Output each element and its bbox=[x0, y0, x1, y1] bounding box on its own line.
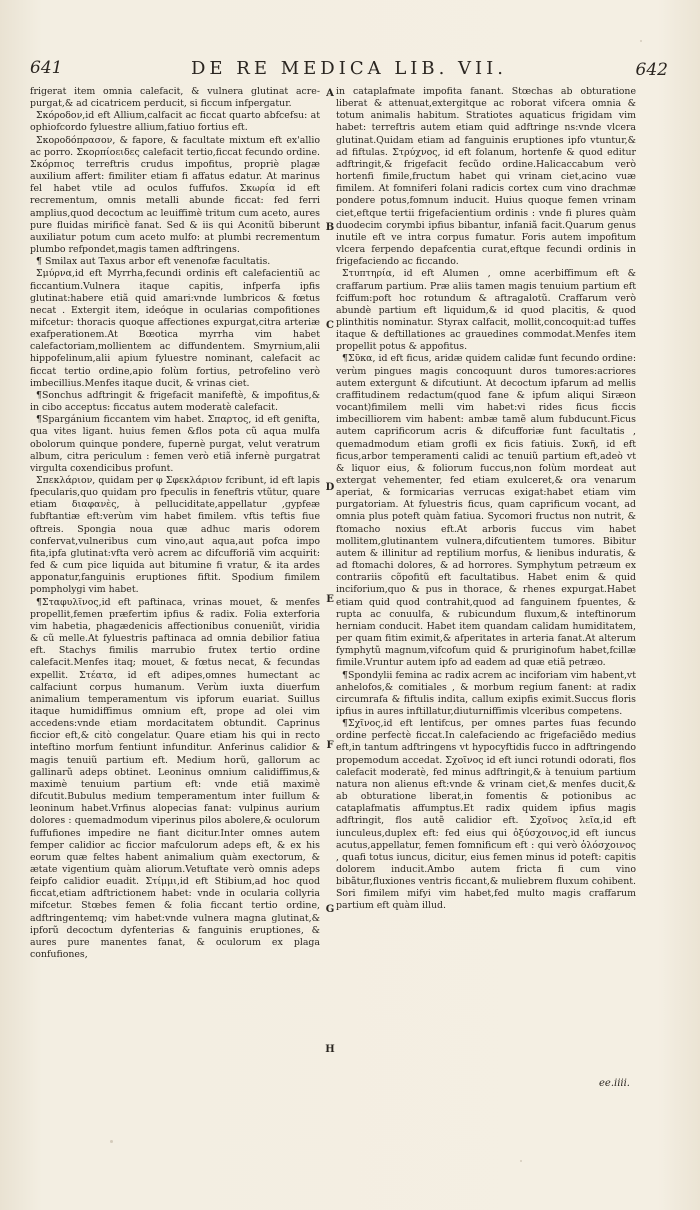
paper-speck bbox=[640, 40, 642, 42]
paragraph: ¶Spondylii femina ac radix acrem ac inciforiam vim habent,vt anhelofos,& comitiales , & morbum regium fanent: at radix circumrafa & fiftulis indita, callum exipfis eximit.Succus floris ipfius in aures inftillatur,diuturniffimis vlceribus competens. bbox=[336, 669, 636, 717]
paragraph: ¶ Smilax aut Taxus arbor eft venenofæ facultatis. bbox=[36, 256, 271, 268]
paragraph: ¶Σταφυλῖνος,id eft paftinaca, vrinas mouet, & menfes propellit,femen præfertim ipfius & radix. Folia exterforia vim habetia, phagædenicis affectionibus conueniũt, viridia & cũ melle.At fyluestris paftinaca ad omnia debilior fatiua eft. Stachys fimilis marrubio frutex tertio ordine calefacit.Menfes itaq; mouet, & fœtus necat, & fecundas expellit. Στέατα, id eft adipes,omnes humectant ac calfaciunt corpus humanum. Verùm iuxta diuerfum animalium temperamentum vis ipforum euariat. Suillus itaque humidiffimus omnium eft, prope ad olei vim accedens:vnde etiam mordacitatem obtundit. Caprinus ficcior eft,& citò congelatur. Quare etiam his qui in recto inteftino morfum fentiunt infunditur. Anferinus calidior & magis tenuiũ partium eft. Medium horũ, gallorum ac gallinarũ adeps obtinet. Leoninus omnium calidiffimus,& maximè tenuium partium eft: vnde etiã maximè difcutit.Bubulus medium temperamentum inter fuillum & leoninum habet.Vrfinus alopecias fanat: vulpinus aurium dolores : quemadmodum viperinus pilos abolere,& oculorum fuffufiones impedire ne fiant dicitur.Inter omnes autem femper calidior ac ficcior mafculorum adeps eft, & ex his eorum quæ feltes habent animalium quàm exectorum, & ætate vigentium quàm aliorum.Vetuftate verò omnis adeps feipfo calidior euadit. Στίμμι,id eft Stibium,ad hoc quod ficcat,etiam adftrictionem habet: vnde in ocularia collyria mifcetur. Stœbes femen & folia ficcant tertio ordine, adftringentemq; vim habet:vnde vulnera magna glutinat,& ipforũ decoctum dyfenterias & fanguinis eruptiones, & aures pure manentes fanat, & oculorum ex plaga confufiones, bbox=[30, 596, 320, 961]
paragraph: Σμύρνα,id eft Myrrha,fecundi ordinis eft calefacientiũ ac ficcantium.Vulnera itaque capitis, infperfa ipfis glutinat:habere etiã quid amari:vnde lumbricos & fœtus necat . Extergit item, ideóque in ocularias compofitiones mifcetur: thoracis quoque affectiones expurgat,citra arteriæ exafperationem.At Bœotica myrrha vim habet calefactoriam,mollientem ac diffundentem. Smyrnium,alii hippofelinum,alii apium fyluestre nominant, calefacit ac ficcat tertio ordine,apio folùm fortius, petrofelino verò imbecillius.Menfes itaque ducit, & vrinas ciet. bbox=[30, 268, 320, 389]
paragraph: Σπεκλάριον, quidam per φ Σφεκλάριον fcribunt, id eft lapis fpecularis,quo quidam pro fpeculis in feneftris vtũtur, quare etiam διαφανὲς, à pelluciditate,appellatur ,gypfeæ fubftantiæ eft:verùm vim habet fimilem. vftis teftis fiue oftreis. Spongia noua quæ adhuc maris odorem confervat,vulneribus cum vino,aut aqua,aut pofca impo fita,ipfa glutinat:vfta verò acrem ac difcufforiã vim acquirit: fed & cum pice liquida aut bitumine fi vratur, & ita ardes apponatur,fanguinis eruptiones fiftit. Spodium fimilem pompholygi vim habet. bbox=[30, 475, 320, 596]
paper-speck bbox=[520, 1160, 522, 1162]
page-number-left: 641 bbox=[30, 58, 63, 78]
paragraph: ¶Σῦκα, id eft ficus, aridæ quidem calidæ funt fecundo ordine: verùm pingues magis concoquunt duros tumores:acriores autem extergunt & difcutiunt. At decoctum ipfarum ad mellis craffitudinem redactum(quod fane & ipfum aliqui Siræon vocant)fimilem melli vim habet:vi rides ficus ficcis imbecilliorem vim habent: ambæ tamẽ alum fubducunt.Ficus autem caprificorum acris & difcufforiæ funt facultatis , quemadmodum etiam grofli ex ficis fatiuis. Συκῆ, id eft ficus,arbor temperamenti calidi ac tenuiũ partium eft,adeò vt & liquor eius, & foliorum fuccus,non folùm mordeat aut extergat vehementer, fed etiam exulceret,& ora venarum aperiat, & formicarias verrucas exigat:habet etiam vim purgatoriam. At fyluestris ficus, quam caprificum vocant, ad omnia plus poteft quàm fatiua. Sycomori fructus non nutrit, & ftomacho noxius eft.At arboris fuccus vim habet mollitem,glutinantem vulnera,difcutientem tumores. Bibitur autem & illinitur ad reptilium morfus, & lienibus induratis, & ad ftomachi dolores, & ad horrores. Symphytum petræum ex contrariis cõpofitũ eft facultatibus. Habet enim & quid inciforium,quo & pus in thorace, & rhenes expurgat.Habet etiam quid quod contrahit,quod ad fanguinem fpuentes, & rupta ac conuulfa, & rubicundum fluxum,& inteftinorum herniam conducit. Habet item quandam calidam humiditatem, per quam fitim eximit,& afperitates in arteria fanat.At alterum fymphytũ magnum,vifcofum quid & pruriginofum habet,fcillæ fimile.Vruntur autem ipfo ad eadem ad quæ etiã petræo. bbox=[336, 353, 636, 669]
margin-letter-e: E bbox=[326, 594, 334, 605]
margin-letter-c: C bbox=[326, 320, 334, 331]
signature-mark: ee.iiii. bbox=[599, 1078, 630, 1089]
left-column bbox=[30, 86, 320, 1101]
margin-letter-b: B bbox=[325, 222, 335, 233]
right-column bbox=[336, 86, 636, 1071]
paragraph: ¶Σχῖνος,id eft lentifcus, per omnes partes fuas fecundo ordine perfectè ficcat.In calefaciendo ac frigefaciẽdo medius eft,in tantum adftringens vt hypocyftidis fucco in adftringendo propemodum accedat. Σχοῖνος id eft iunci rotundi odorati, flos calefacit moderatè, fed minus adftringit,& à tenuium partium natura non alienus eft:vnde & vrinam ciet,& menfes ducit,& ab obturatione liberat,in fomentis & potionibus ac cataplafmatis affumptus.Et radix quidem ipfius magis adftringit, flos autẽ calidior eft. Σχοῖνος λεῖα,id eft iunculeus,duplex eft: fed eius qui ὀξύσχοινος,id eft iuncus acutus,appellatur, femen fomnificum eft : qui verò ὁλόσχοινος , quafi totus iuncus, dicitur, eius femen minus id poteft: capitis dolorem inducit.Ambo autem fricta fi cum vino bibãtur,fluxiones ventris ficcant,& muliebrem fluxum cohibent. Sori fimilem mifyi vim habet,fed multo magis craffarum partium eft quàm illud. bbox=[336, 718, 636, 912]
paragraph: Σκόροδον,id eft Allium,calfacit ac ficcat quarto abfcefsu: at ophiofcordo fyluestre allium,fatiuo fortius eft. bbox=[30, 110, 320, 134]
paragraph: in cataplafmate impofita fanant. Stœchas ab obturatione liberat & attenuat,extergitque ac roborat vifcera omnia & totum animalis habitum. Stratiotes aquaticus frigidam vim habet: terreftris autem etiam quid adftringe ns:vnde vlcera glutinat.Quidam etiam ad fanguinis eruptiones ipfo vtuntur,& ad fiftulas. Στρύχνος, id eft folanum, hortenfe & quod editur adftringit,& frigefacit fecũdo ordine.Halicaccabum verò hortenfi fimile,fructum habet qui vrinam ciet,acino vuæ fimilem. At fomniferi folani radicis cortex cum vino drachmæ pondere potus,fomnum inducit. Huius quoque femen vrinam ciet,eftque tertii frigefacientium ordinis : vnde fi plures quàm duodecim corymbi ipfius bibantur, infaniã facit.Quarum genus inutile eft ve intra corpus fumatur. Foris autem impofitum vlcera ferpendo depafcentia curat,eftque fecundi ordinis in frigefaciendo ac ficcando. bbox=[336, 86, 636, 268]
paragraph: frigerat item omnia calefacit, & vulnera glutinat acre-purgat,& ad cicatricem perducit, si ficcum infpergatur. bbox=[30, 86, 320, 110]
margin-letter-a: A bbox=[326, 88, 334, 99]
running-header bbox=[30, 58, 668, 86]
paragraph: ¶Spargánium ficcantem vim habet. Σπαρτος, id eft genifta, qua vites ligant. huius femen &flos pota cũ aqua mulfa obolorum quinque pondere, fupernè purgat, velut veratrum album, citra periculum : femen verò etiã infernè purgatrat virgulta coxendicibus profunt. bbox=[30, 414, 320, 474]
paragraph: Στυπτηρία, id eft Alumen , omne acerbiffimum eft & craffarum partium. Præ aliis tamen magis tenuium partium eft fciffum:poft hoc rotundum & aftragalotũ. Craffarum verò abundè partium eft liquidum,& id quod placitis, & quod plinthitis nominatur. Styrax calfacit, mollit,concoquit:ad tuffes itaque & deftillationes ac grauedines commodat.Menfes item propellit potus & appofitus. bbox=[336, 268, 636, 353]
margin-letter-d: D bbox=[325, 482, 335, 493]
margin-letter-f: F bbox=[326, 740, 334, 751]
margin-letter-g: G bbox=[325, 904, 335, 915]
margin-letters bbox=[324, 86, 336, 1086]
paragraph: ¶Sonchus adftringit & frigefacit manifeftè, & impofitus,& in cibo acceptus: ficcatus autem moderatè calefacit. bbox=[30, 389, 320, 414]
paper-speck bbox=[110, 1140, 113, 1143]
page-number-right: 642 bbox=[635, 60, 668, 80]
running-title: DE RE MEDICA LIB. VII. bbox=[191, 58, 507, 79]
margin-letter-h: H bbox=[325, 1044, 335, 1055]
paragraph: Σκοροδόπρασον, & fapore, & facultate mixtum eft ex'allio ac porro. Σκορπίοειδες calefacit tertio,ficcat fecundo ordine. Σκόρπιος terreftris crudus impofitus, propriè plagæ auxilium affert: fimiliter etiam fi affatus edatur. At marinus fel habet vtile ad oculos fuffufos. Σκωρία id eft recrementum, omnis metalli abunde ficcat: fed ferri amplius,quod decoctum ac leuiffimè tritum cum aceto, aures pure fluidas mirificè fanat. Sed & iis qui Aconitũ biberunt auxiliatur potum cum aceto mulfo: at plumbi recrementum plumbo refpondet,magis tamen adftringens. bbox=[30, 134, 320, 256]
